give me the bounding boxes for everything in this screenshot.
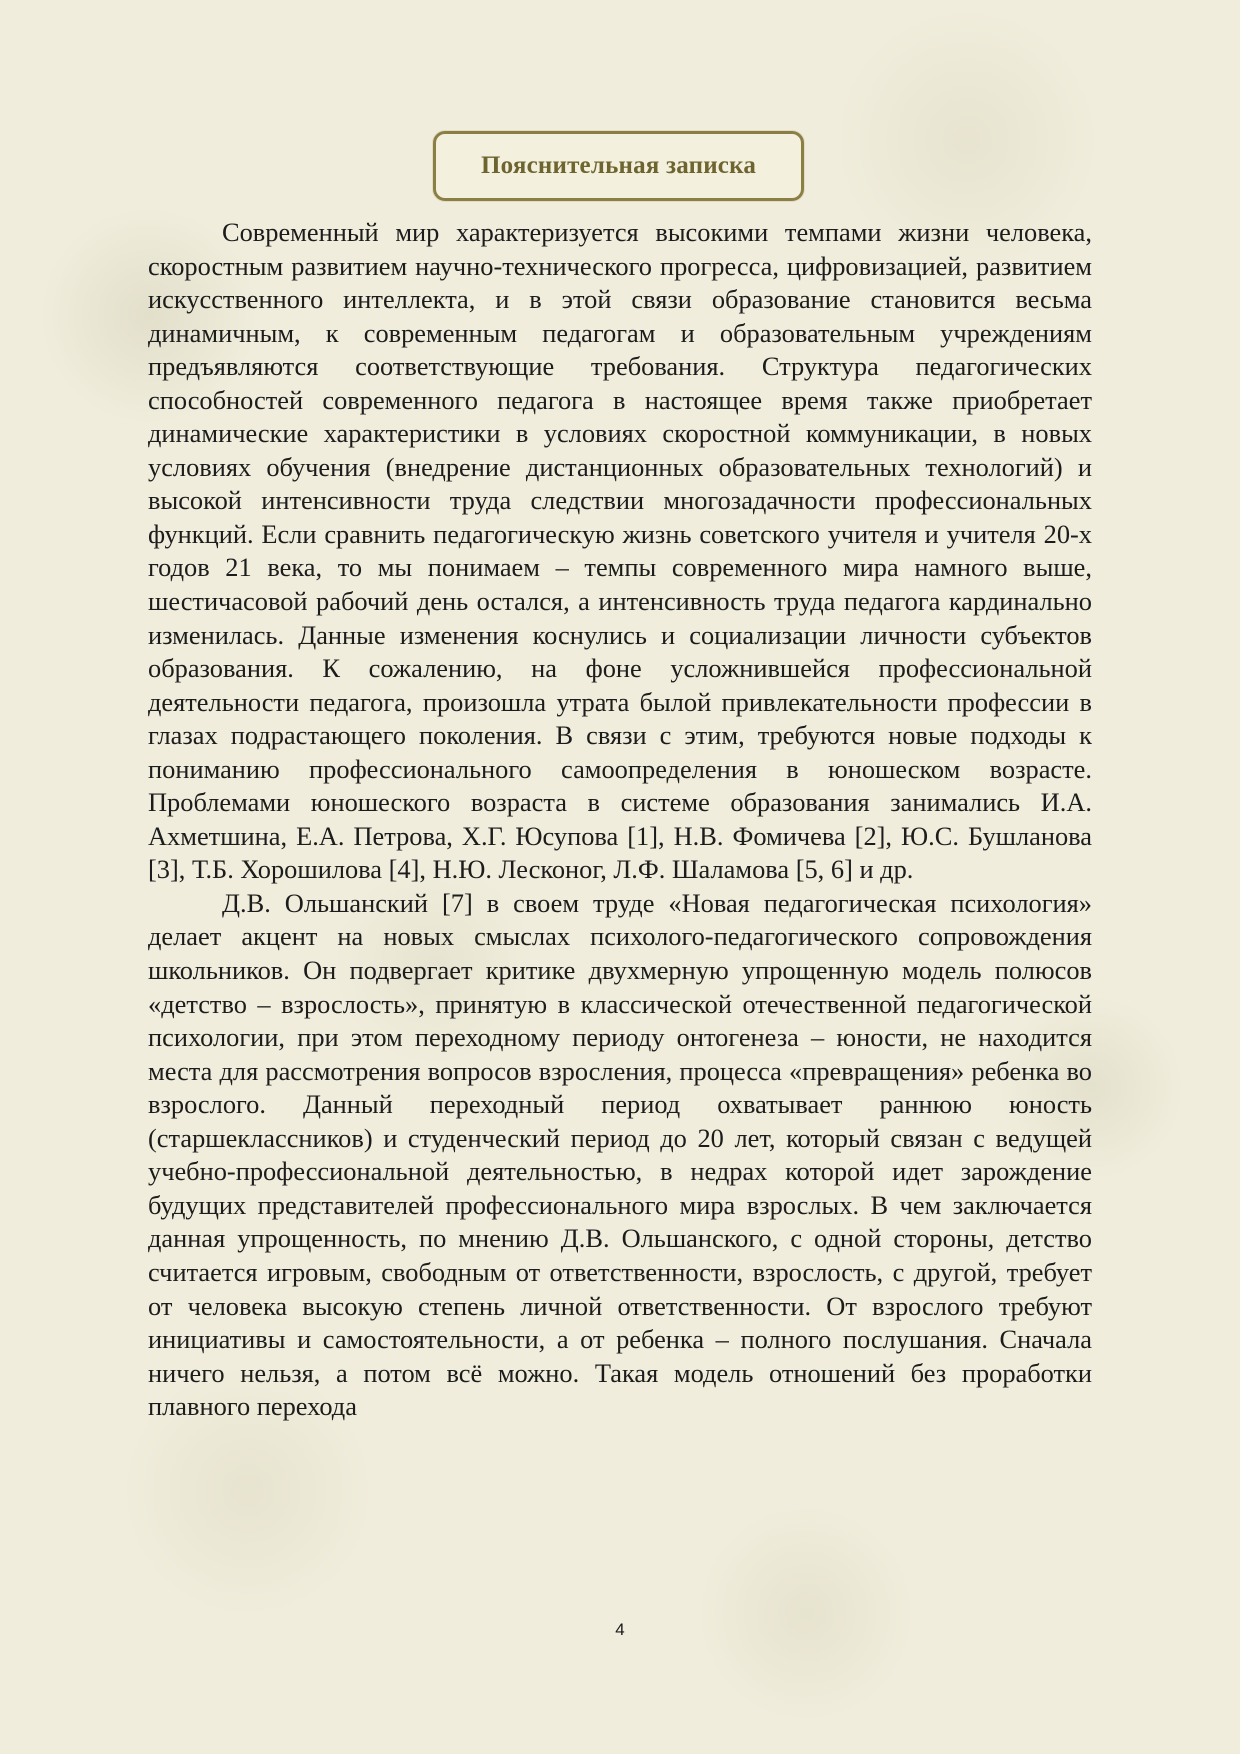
paragraph-2: Д.В. Ольшанский [7] в своем труде «Новая педагогическая психология» делает акцент на новых смыслах психолого-педагогического сопровождения школьников. Он подвергает критике двухмерную упрощенную модель полюсов «детство – взрослость», принятую в классической отечественной педагогической психологии, при этом переходному периоду онтогенеза – юности, не находится места для рассмотрения вопросов взросления, процесса «превращения» ребенка во взрослого. Данный переходный период охватывает раннюю юность (старшеклассников) и студенческий период до 20 лет, который связан с ведущей учебно-профессиональной деятельностью, в недрах которой идет зарождение будущих представителей профессионального мира взрослых. В чем заключается данная упрощенность, по мнению Д.В. Ольшанского, с одной стороны, детство считается игровым, свободным от ответственности, взрослость, с другой, требует от человека высокую степень личной ответственности. От взрослого требуют инициативы и самостоятельности, а от ребенка – полного послушания. Сначала ничего нельзя, а потом всё можно. Такая модель отношений без проработки плавного перехода bbox=[148, 887, 1092, 1422]
section-title-box bbox=[433, 131, 804, 201]
paragraph-1: Современный мир характеризуется высокими темпами жизни человека, скоростным развитием научно-технического прогресса, цифровизацией, развитием искусственного интеллекта, и в этой связи образование становится весьма динамичным, к современным педагогам и образовательным учреждениям предъявляются соответствующие требования. Структура педагогических способностей современного педагога в настоящее время также приобретает динамические характеристики в условиях скоростной коммуникации, в новых условиях обучения (внедрение дистанционных образовательных технологий) и высокой интенсивности труда следствии многозадачности профессиональных функций. Если сравнить педагогическую жизнь советского учителя и учителя 20-х годов 21 века, то мы понимаем – темпы современного мира намного выше, шестичасовой рабочий день остался, а интенсивность труда педагога кардинально изменилась. Данные изменения коснулись и социализации личности субъектов образования. К сожалению, на фоне усложнившейся профессиональной деятельности педагога, произошла утрата былой привлекательности профессии в глазах подрастающего поколения. В связи с этим, требуются новые подходы к пониманию профессионального самоопределения в юношеском возрасте. Проблемами юношеского возраста в системе образования занимались И.А. Ахметшина, Е.А. Петрова, Х.Г. Юсупова [1], Н.В. Фомичева [2], Ю.С. Бушланова [3], Т.Б. Хорошилова [4], Н.Ю. Лесконог, Л.Ф. Шаламова [5, 6] и др. bbox=[148, 217, 1092, 885]
section-title: Пояснительная записка bbox=[480, 152, 757, 179]
page-number: 4 bbox=[615, 1620, 625, 1639]
body-text bbox=[148, 216, 1092, 1424]
